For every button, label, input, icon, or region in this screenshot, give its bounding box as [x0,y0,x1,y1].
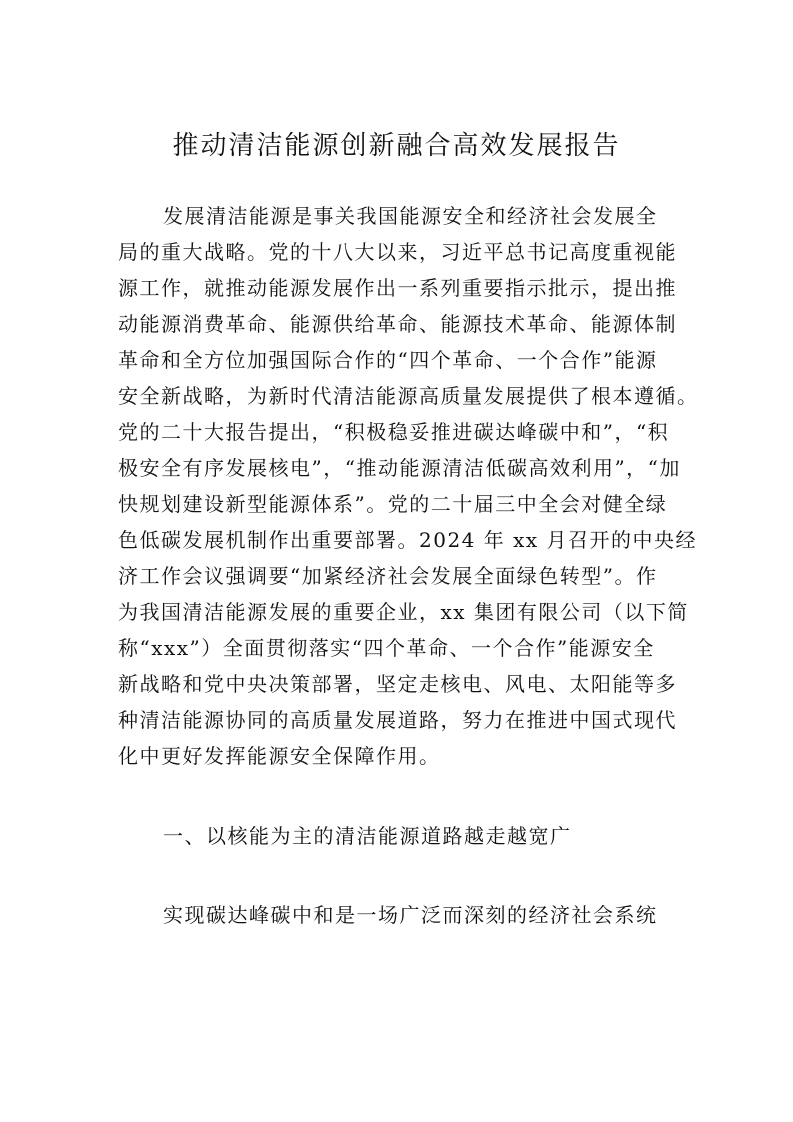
paragraph-line: 发展清洁能源是事关我国能源安全和经济社会发展全 [163,204,658,228]
section-heading: 一、以核能为主的清洁能源道路越走越宽广 [163,824,572,848]
paragraph-line: 新战略和党中央决策部署，坚定走核电、风电、太阳能等多 [118,672,677,696]
document-title: 推动清洁能源创新融合高效发展报告 [172,131,621,161]
paragraph-line: 革命和全方位加强国际合作的“四个革命、一个合作”能源 [118,348,658,372]
paragraph-line: 安全新战略，为新时代清洁能源高质量发展提供了根本遵循。 [118,384,699,408]
paragraph-line: 局的重大战略。党的十八大以来，习近平总书记高度重视能 [118,240,677,264]
paragraph-line: 济工作会议强调要“加紧经济社会发展全面绿色转型”。作 [118,564,658,588]
paragraph-line: 动能源消费革命、能源供给革命、能源技术革命、能源体制 [118,312,677,336]
paragraph-line: 快规划建设新型能源体系”。党的二十届三中全会对健全绿 [118,492,668,516]
paragraph-line: 为我国清洁能源发展的重要企业，xx 集团有限公司（以下简 [118,600,689,624]
paragraph-line: 极安全有序发展核电”，“推动能源清洁低碳高效利用”，“加 [118,456,681,480]
paragraph-line: 种清洁能源协同的高质量发展道路，努力在推进中国式现代 [118,708,677,732]
paragraph-line: 化中更好发挥能源安全保障作用。 [118,744,441,768]
paragraph-line: 党的二十大报告提出，“积极稳妥推进碳达峰碳中和”，“积 [118,420,670,444]
paragraph-line: 色低碳发展机制作出重要部署。2024 年 xx 月召开的中央经 [118,528,698,552]
paragraph-line: 实现碳达峰碳中和是一场广泛而深刻的经济社会系统 [163,903,658,927]
paragraph-line: 称“xxx”）全面贯彻落实“四个革命、一个合作”能源安全 [118,636,655,660]
paragraph-line: 源工作，就推动能源发展作出一系列重要指示批示，提出推 [118,276,677,300]
